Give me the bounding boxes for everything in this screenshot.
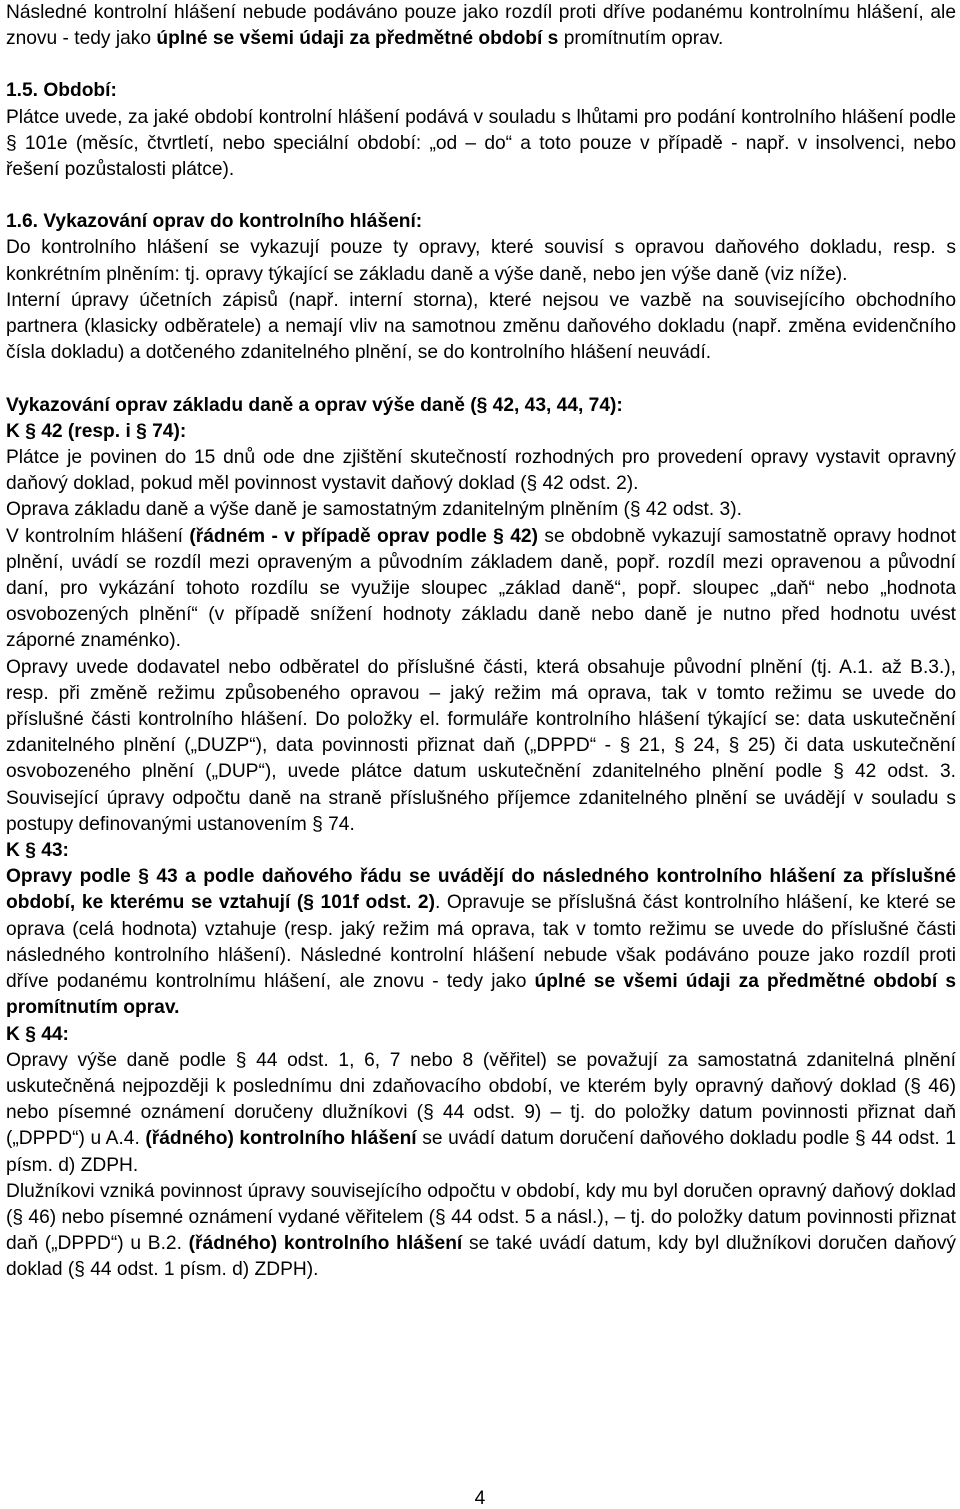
spacer bbox=[6, 366, 956, 392]
k42-heading: K § 42 (resp. i § 74): bbox=[6, 420, 187, 442]
k42-paragraph-4: Opravy uvede dodavatel nebo odběratel do příslušné části, která obsahuje původní plnění (tj. A.1. až B.3.), resp. při změně režimu způsobeného opravou – jaký režim má oprava, tak v tomto režimu se uvede do příslušné části kontrolního hlášení. Do položky el. formuláře kontrolního hlášení týkající se: data uskutečnění zdanitelného plnění („DUZP“), data povinnosti přiznat daň („DPPD“ - § 21, § 24, § 25) či data uskutečnění osvobozeného plnění („DUP“), uvede plátce datum uskutečnění zdanitelného plnění podle § 42 odst. 3. Související úpravy odpočtu daně na straně příslušného příjemce zdanitelného plnění se uvádějí v souladu s postupy definovanými ustanovením § 74. bbox=[6, 656, 956, 835]
k43-paragraph: Opravy podle § 43 a podle daňového řádu se uvádějí do následného kontrolního hlášení za příslušné období, ke kterému se vztahují (§ 101f odst. 2). Opravuje se příslušná část kontrolního hlášení, ke které se oprava (celá hodnota) vztahuje (resp. jaký režim má oprava, tak v tomto režimu se uvede do příslušné části následného kontrolního hlášení). Následné kontrolní hlášení nebude však podáváno pouze jako rozdíl proti dříve podanému kontrolnímu hlášení, ale znovu - tedy jako úplné se všemi údaji za předmětné období s promítnutím oprav. bbox=[6, 866, 956, 1019]
section-1-6-heading: 1.6. Vykazování oprav do kontrolního hlášení: bbox=[6, 211, 423, 233]
k42-paragraph-1: Plátce je povinen do 15 dnů ode dne zjištění skutečností rozhodných pro provedení opravy vystavit opravný daňový doklad, pokud měl povinnost vystavit daňový doklad (§ 42 odst. 2). bbox=[6, 447, 956, 495]
document-page bbox=[6, 0, 956, 1284]
k42-paragraph-3: V kontrolním hlášení (řádném - v případě oprav podle § 42) se obdobně vykazují samostatně opravy hodnot plnění, uvádí se rozdíl mezi opraveným a původním základem daně, popř. rozdíl mezi opravenou a původní daní, pro vykázání tohoto rozdílu se využije sloupec „základ daně“, popř. sloupec „daň“ nebo „hodnota osvobozených plnění“ (v případě snížení hodnoty základu daně nebo daně je nutno před hodnotu uvést záporné znaménko). bbox=[6, 525, 956, 652]
k42-paragraph-2: Oprava základu daně a výše daně je samostatným zdanitelným plněním (§ 42 odst. 3). bbox=[6, 499, 742, 521]
intro-text: Následné kontrolní hlášení nebude podáváno pouze jako rozdíl proti dříve podanému kontrolnímu hlášení, ale znovu - tedy jako bbox=[6, 2, 956, 50]
page-number: 4 bbox=[474, 1488, 486, 1509]
vykazovani-heading: Vykazování oprav základu daně a oprav výše daně (§ 42, 43, 44, 74): bbox=[6, 394, 623, 416]
intro-paragraph bbox=[6, 0, 956, 52]
k44-paragraph-1: Opravy výše daně podle § 44 odst. 1, 6, 7 nebo 8 (věřitel) se považují za samostatná zdanitelná plnění uskutečněná nejpozději k poslednímu dni zdaňovacího období, ve kterém byly opravný daňový doklad (§ 46) nebo písemné oznámení doručeny dlužníkovi (§ 44 odst. 9) – tj. do položky datum povinnosti přiznat daň („DPPD“) u A.4. (řádného) kontrolního hlášení se uvádí datum doručení daňového dokladu podle § 44 odst. 1 písm. d) ZDPH. bbox=[6, 1049, 957, 1176]
section-1-5-body: Plátce uvede, za jaké období kontrolní hlášení podává v souladu s lhůtami pro podání kontrolního hlášení podle § 101e (měsíc, čtvrtletí, nebo speciální období: „od – do“ a toto pouze v případě - např. v insolvenci, nebo řešení pozůstalosti plátce). bbox=[6, 106, 956, 181]
k43-heading: K § 43: bbox=[6, 840, 69, 862]
section-1-6-paragraph-1: Do kontrolního hlášení se vykazují pouze ty opravy, které souvisí s opravou daňového dokladu, resp. s konkrétním plněním: tj. opravy týkající se základu daně a výše daně, nebo jen výše daně (viz níže). bbox=[6, 237, 956, 285]
k44-heading: K § 44: bbox=[6, 1023, 69, 1045]
intro-text-end: promítnutím oprav. bbox=[558, 28, 724, 50]
intro-bold-text: úplné se všemi údaji za předmětné období s bbox=[156, 28, 559, 50]
k44-paragraph-2: Dlužníkovi vzniká povinnost úpravy souvisejícího odpočtu v období, kdy mu byl doručen opravný daňový doklad (§ 46) nebo písemné oznámení vydané věřitelem (§ 44 odst. 5 a násl.), – tj. do položky datum povinnosti přiznat daň („DPPD“) u B.2. (řádného) kontrolního hlášení se také uvádí datum, kdy byl dlužníkovi doručen daňový doklad (§ 44 odst. 1 písm. d) ZDPH). bbox=[6, 1180, 957, 1281]
section-1-6-paragraph-2: Interní úpravy účetních zápisů (např. interní storna), které nejsou ve vazbě na souvisejícího obchodního partnera (klasicky odběratele) a nemají vliv na samotnou změnu daňového dokladu (např. změna evidenčního čísla dokladu) a dotčeného zdanitelného plnění, se do kontrolního hlášení neuvádí. bbox=[6, 289, 956, 364]
section-1-5-heading: 1.5. Období: bbox=[6, 80, 117, 102]
